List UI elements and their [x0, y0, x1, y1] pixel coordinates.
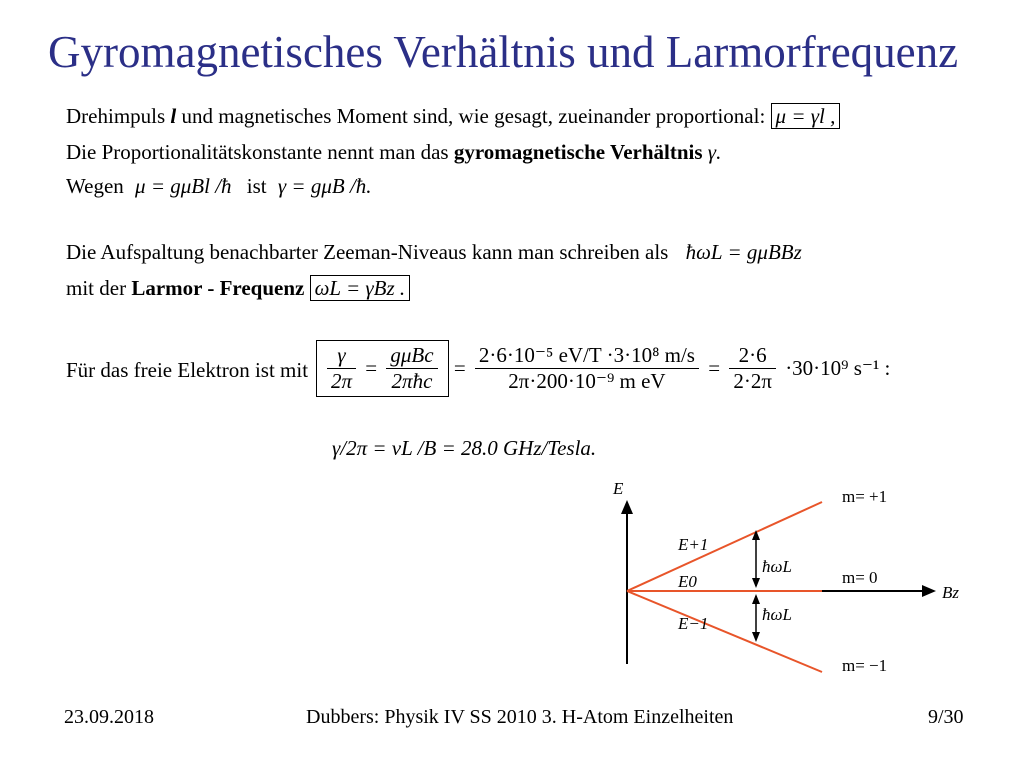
l4-text: Die Aufspaltung benachbarter Zeeman-Niveaus kann man schreiben als — [66, 240, 669, 264]
footer-date: 23.09.2018 — [64, 706, 154, 728]
arrow-upper-head-bottom — [752, 578, 760, 588]
arrow-lower-head-top — [752, 594, 760, 604]
l1-l: l — [170, 104, 177, 128]
fraction-2: $\frac{\text{gμBc}}{\text{2πħc}}$ — [386, 343, 437, 394]
l6-text: Für das freie Elektron ist mit — [66, 358, 309, 382]
l2-bold: gyromagnetische Verhältnis — [453, 140, 703, 164]
line-free-electron — [66, 358, 308, 383]
label-e-plus: E+1 — [678, 535, 709, 554]
label-e-zero: E0 — [678, 572, 697, 591]
label-m-minus: m= −1 — [842, 656, 888, 675]
mu-equation-box: μ = γl , — [771, 103, 841, 129]
slide-title: Gyromagnetisches Verhältnis und Larmorfrequenz — [48, 27, 959, 77]
e-axis-arrow — [621, 500, 633, 514]
line-proportional — [66, 104, 840, 129]
l2-text: Die Proportionalitätskonstante nennt man das — [66, 140, 449, 164]
fraction-1: $\frac{\gamma}{2\pi}$ — [327, 343, 356, 394]
fraction-3: $\frac{\text{2·6·10⁻⁵ eV/T ·3·10⁸ m/s}}{\text{2π·200·10⁻⁹ m eV}}$ — [475, 343, 699, 394]
line-wegen — [66, 174, 372, 199]
footer-center: Dubbers: Physik IV SS 2010 3. H-Atom Einzelheiten — [306, 706, 734, 728]
arrow-lower-head-bottom — [752, 632, 760, 642]
l1-text2: und magnetisches Moment sind, wie gesagt, zueinander proportional: — [181, 104, 766, 128]
label-m-zero: m= 0 — [842, 568, 878, 587]
label-e: E — [613, 479, 624, 498]
l3-ist: ist — [246, 174, 267, 198]
label-bz: Bz — [942, 583, 959, 602]
l4-eq: ħωL = gμBBz — [685, 240, 802, 264]
l3-eq1: μ = gμBl /ħ — [135, 174, 232, 198]
footer-page: 9/30 — [928, 706, 964, 728]
label-e-minus: E−1 — [678, 614, 709, 633]
fraction-4: $\frac{2\cdot 6}{2\cdot 2\pi}$ — [729, 343, 776, 394]
label-hw-upper: ħωL — [762, 557, 792, 576]
label-m-plus: m= +1 — [842, 487, 888, 506]
l3-eq2: γ = gμB /ħ. — [277, 174, 372, 198]
zeeman-diagram — [600, 478, 980, 688]
l1-text: Drehimpuls — [66, 104, 166, 128]
fraction-equation: $\frac{\gamma}{2\pi}$ = $\frac{\text{gμBc}}{\text{2πħc}}$ = $\frac{\text{2·6·10⁻⁵ eV/T ·3·10⁸ m/s}}{\text{2π·200·10⁻⁹ m eV}}$ = $\frac{2\cdot 6}{2\cdot 2\pi}$ ·30·10⁹ s⁻¹ : — [316, 340, 890, 397]
bz-axis-arrow — [922, 585, 936, 597]
equation-box: $\frac{\gamma}{2\pi}$ = $\frac{\text{gμBc}}{\text{2πħc}}$ — [316, 340, 449, 397]
label-hw-lower: ħωL — [762, 605, 792, 624]
level-m-plus — [627, 502, 822, 591]
line-larmor — [66, 276, 410, 301]
line-zeeman — [66, 240, 802, 265]
l5-text: mit der — [66, 276, 127, 300]
line-gyromagnetic — [66, 140, 721, 165]
l5-bold: Larmor - Frequenz — [131, 276, 305, 300]
level-m-minus — [627, 591, 822, 672]
line-result: γ/2π = νL /B = 28.0 GHz/Tesla. — [332, 436, 597, 460]
l3-text: Wegen — [66, 174, 124, 198]
fraction-tail: ·30·10⁹ s⁻¹ : — [785, 356, 891, 380]
l2-end: γ. — [707, 140, 722, 164]
larmor-equation-box: ωL = γBz . — [310, 275, 411, 301]
